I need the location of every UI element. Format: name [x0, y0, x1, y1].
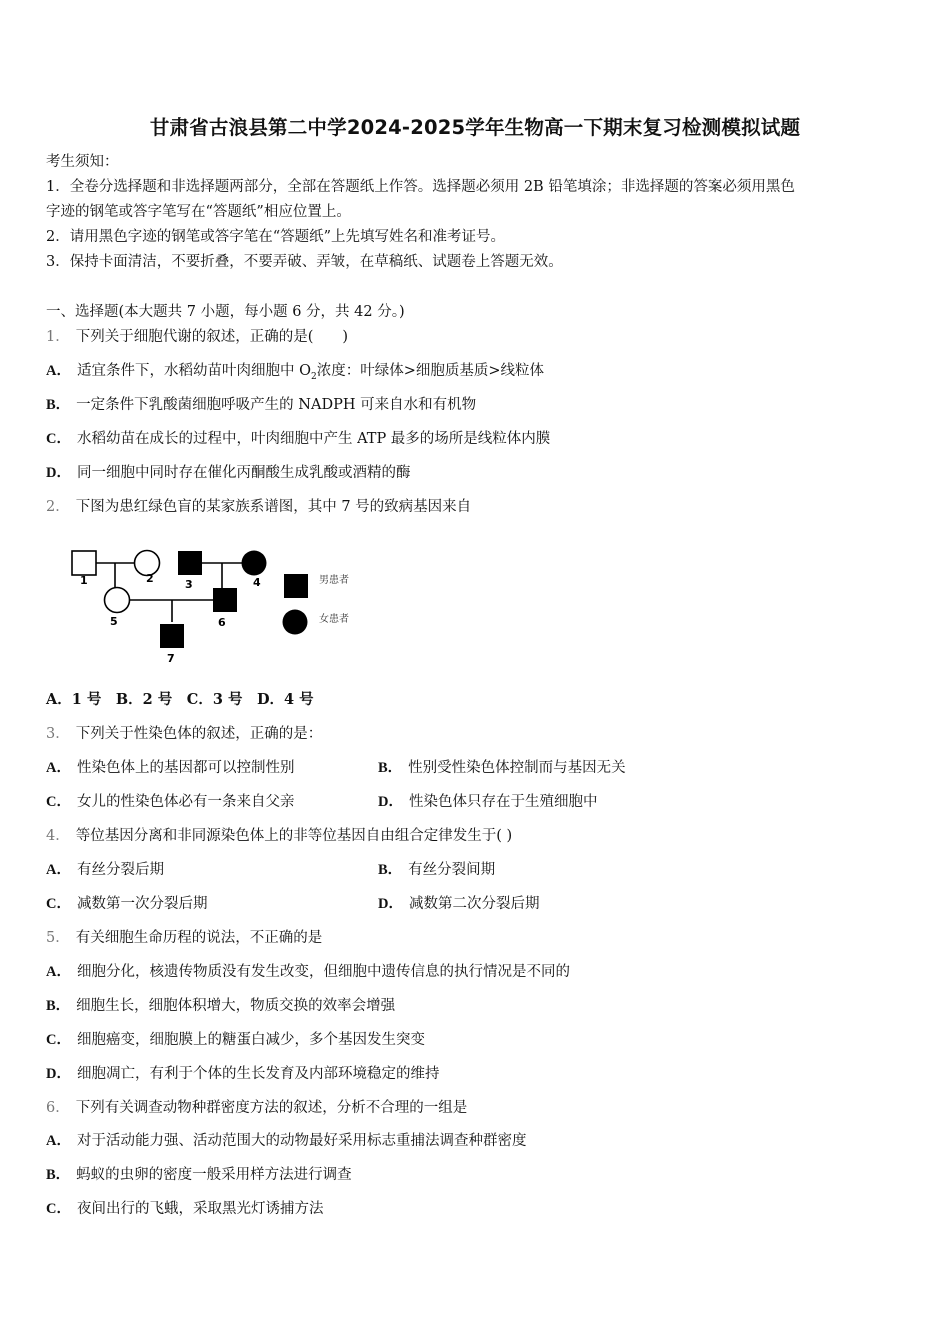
female-affected-4 — [242, 551, 267, 576]
option-letter: C． — [46, 794, 71, 810]
male-affected-3 — [178, 551, 202, 575]
pedigree-label-2: 2 — [146, 572, 154, 585]
q6-option-b — [46, 1165, 352, 1185]
option-text: 性别受性染色体控制而与基因无关 — [408, 760, 626, 776]
option-text: 性染色体上的基因都可以控制性别 — [76, 760, 295, 776]
page-title: 甘肃省古浪县第二中学2024-2025学年生物高一下期末复习检测模拟试题 — [149, 116, 801, 139]
question-4 — [46, 826, 512, 846]
male-unaffected-1 — [72, 551, 96, 575]
question-text: 下图为患红绿色盲的某家族系谱图，其中 7 号的致病基因来自 — [75, 499, 472, 515]
notice-item-2: 2．请用黑色字迹的钢笔或答字笔在“答题纸”上先填写姓名和准考证号。 — [46, 229, 506, 245]
question-number: 6． — [46, 1100, 70, 1116]
q1-option-c — [46, 429, 550, 449]
q1-option-b — [46, 395, 476, 415]
pedigree-label-6: 6 — [218, 616, 226, 629]
option-letter: B． — [46, 998, 71, 1014]
option-letter: D． — [46, 465, 71, 481]
q3-option-d — [378, 792, 597, 812]
q2-options: A．1 号 B．2 号 C．3 号 D．4 号 — [46, 691, 314, 708]
q1-option-a — [46, 361, 544, 387]
option-letter: B． — [46, 397, 71, 413]
option-text: 夜间出行的飞蛾，采取黑光灯诱捕方法 — [76, 1201, 324, 1217]
question-number: 3． — [46, 726, 70, 742]
option-letter: A． — [46, 862, 71, 878]
option-text: 浓度：叶绿体>细胞质基质>线粒体 — [316, 363, 545, 379]
notice-item-3: 3．保持卡面清洁，不要折叠，不要弄破、弄皱，在草稿纸、试题卷上答题无效。 — [46, 254, 563, 270]
question-2 — [46, 497, 471, 517]
option-letter: B． — [378, 862, 403, 878]
option-letter: C． — [46, 431, 71, 447]
question-text: 下列关于性染色体的叙述，正确的是： — [75, 726, 323, 742]
male-affected-6 — [213, 588, 237, 612]
question-number: 4． — [46, 828, 70, 844]
question-1 — [46, 327, 348, 347]
option-text: 性染色体只存在于生殖细胞中 — [408, 794, 598, 810]
q3-option-c — [46, 792, 294, 812]
notice-item-1b: 字迹的钢笔或答字笔写在“答题纸”相应位置上。 — [46, 204, 351, 220]
question-number: 2． — [46, 499, 70, 515]
q4-option-c — [46, 894, 207, 914]
pedigree-label-1: 1 — [80, 574, 88, 587]
q5-option-b — [46, 996, 395, 1016]
notice-item-1a: 1．全卷分选择题和非选择题两部分，全部在答题纸上作答。选择题必须用 2B 铅笔填涂；非选择题的答案必须用黑色 — [46, 179, 795, 195]
option-text: 女儿的性染色体必有一条来自父亲 — [76, 794, 295, 810]
notice-heading: 考生须知： — [46, 154, 119, 170]
q5-option-d — [46, 1064, 439, 1084]
option-text: 细胞分化，核遗传物质没有发生改变，但细胞中遗传信息的执行情况是不同的 — [76, 964, 570, 980]
q1-option-d — [46, 463, 410, 483]
q4-option-a — [46, 860, 164, 880]
option-text: 对于活动能力强、活动范围大的动物最好采用标志重捕法调查种群密度 — [76, 1133, 527, 1149]
legend-male-affected-icon — [284, 574, 308, 598]
option-text: 适宜条件下，水稻幼苗叶肉细胞中 O — [76, 363, 311, 379]
option-text: 减数第一次分裂后期 — [76, 896, 208, 912]
question-3 — [46, 724, 322, 744]
option-text: 细胞凋亡，有利于个体的生长发育及内部环境稳定的维持 — [76, 1066, 440, 1082]
legend-female-affected-icon — [283, 610, 308, 635]
question-text: 等位基因分离和非同源染色体上的非等位基因自由组合定律发生于( ) — [75, 828, 513, 844]
option-letter: C． — [46, 1032, 71, 1048]
question-6 — [46, 1098, 467, 1118]
q5-option-a — [46, 962, 570, 982]
option-letter: A． — [46, 964, 71, 980]
q6-option-a — [46, 1131, 526, 1151]
option-letter: B． — [46, 1167, 71, 1183]
option-letter: C． — [46, 896, 71, 912]
q4-option-b — [378, 860, 495, 880]
option-text: 水稻幼苗在成长的过程中，叶肉细胞中产生 ATP 最多的场所是线粒体内膜 — [76, 431, 551, 447]
question-number: 1． — [46, 329, 70, 345]
male-affected-7 — [160, 624, 184, 648]
option-text: 一定条件下乳酸菌细胞呼吸产生的 NADPH 可来自水和有机物 — [76, 397, 477, 413]
question-text: 下列有关调查动物种群密度方法的叙述，分析不合理的一组是 — [75, 1100, 468, 1116]
question-number: 5． — [46, 930, 70, 946]
pedigree-diagram — [60, 540, 380, 670]
option-text: 同一细胞中同时存在催化丙酮酸生成乳酸或酒精的酶 — [76, 465, 411, 481]
option-letter: A． — [46, 760, 71, 776]
pedigree-label-5: 5 — [110, 615, 118, 628]
option-text: 细胞生长，细胞体积增大，物质交换的效率会增强 — [76, 998, 396, 1014]
legend-female-label: 女患者 — [319, 614, 349, 625]
pedigree-label-4: 4 — [253, 576, 261, 589]
option-letter: A． — [46, 1133, 71, 1149]
legend-male-label: 男患者 — [319, 575, 349, 586]
question-text: 下列关于细胞代谢的叙述，正确的是( ) — [75, 329, 349, 345]
q3-option-b — [378, 758, 626, 778]
female-unaffected-5 — [105, 588, 130, 613]
pedigree-label-3: 3 — [185, 578, 193, 591]
option-text: 有丝分裂间期 — [408, 862, 496, 878]
q4-option-d — [378, 894, 539, 914]
q6-option-c — [46, 1199, 323, 1219]
option-letter: D． — [378, 794, 403, 810]
option-text: 有丝分裂后期 — [76, 862, 164, 878]
q3-option-a — [46, 758, 294, 778]
option-letter: A． — [46, 363, 71, 379]
subscript: 2 — [310, 371, 317, 382]
option-text: 减数第二次分裂后期 — [408, 896, 540, 912]
option-letter: C． — [46, 1201, 71, 1217]
option-text: 细胞癌变，细胞膜上的糖蛋白减少，多个基因发生突变 — [76, 1032, 425, 1048]
q5-option-c — [46, 1030, 425, 1050]
option-letter: D． — [378, 896, 403, 912]
option-letter: D． — [46, 1066, 71, 1082]
option-letter: B． — [378, 760, 403, 776]
question-text: 有关细胞生命历程的说法，不正确的是 — [75, 930, 323, 946]
option-text: 蚂蚁的虫卵的密度一般采用样方法进行调查 — [76, 1167, 352, 1183]
section-heading: 一、选择题(本大题共 7 小题，每小题 6 分，共 42 分。) — [46, 304, 405, 320]
question-5 — [46, 928, 322, 948]
pedigree-label-7: 7 — [167, 652, 175, 665]
